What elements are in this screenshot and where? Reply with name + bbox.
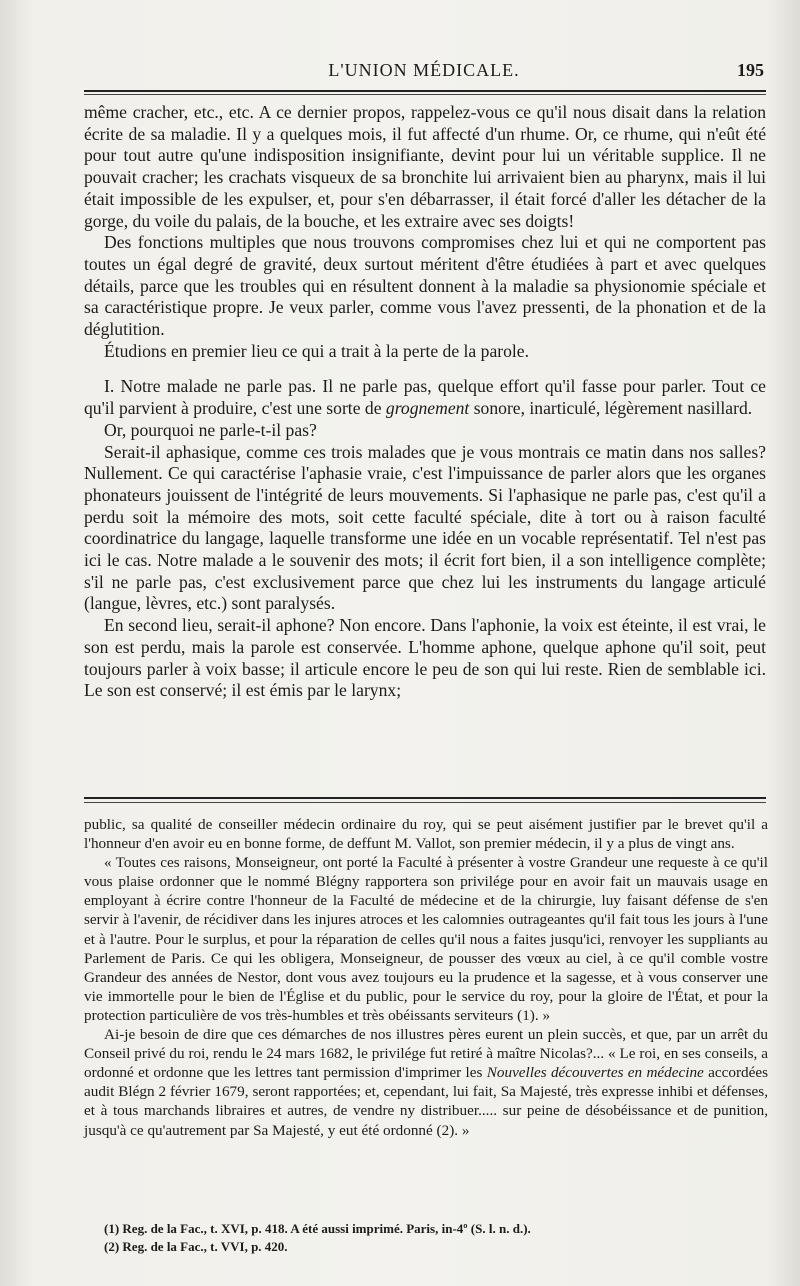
- footnote-separator-thin: [84, 802, 766, 803]
- running-title: L'UNION MÉDICALE.: [328, 60, 520, 80]
- paragraph-question: Or, pourquoi ne parle-t-il pas?: [104, 419, 317, 440]
- page-number: 195: [737, 60, 764, 80]
- paragraph-aphonia: En second lieu, serait-il aphone? Non encore. Dans l'aphonie, la voix est éteinte, il est vrai, le son est perdu, mais la parole est conservée. L'homme aphone, quelque aphone qu'il soit, peut toujours parler à voix basse; il articule encore le peu de son qui lui reste. Rien de semblable ici. Le son est conservé; il est émis par le larynx;: [84, 615, 766, 701]
- paragraph-continued: même cracher, etc., etc. A ce dernier propos, rappelez-vous ce qu'il nous disait dans la relation écrite de sa maladie. Il y a quelques mois, il fut affecté d'un rhume. Or, ce rhume, qui n'eût été pour tout autre qu'une indisposition insignifiante, devint pour lui un véritable supplice. Il ne pouvait cracher; les crachats visqueux de sa bronchite lui arrivaient bien au pharynx, mais il lui était impossible de les expulser, et, pour s'en débarrasser, il était forcé d'aller les détacher de la gorge, du voile du palais, de la bouche, et les extraire avec ses doigts!: [84, 102, 766, 231]
- main-text: [84, 102, 766, 702]
- paragraph-functions: Des fonctions multiples que nous trouvons compromises chez lui et qui ne comportent pas toutes un égal degré de gravité, deux surtout méritent d'être étudiées à part et avec quelques détails, parce que les troubles qui en résultent donnent à la maladie sa physionomie spéciale et sa caractéristique propre. Je veux parler, comme vous l'avez pressenti, de la phonation et de la déglutition.: [84, 232, 766, 340]
- text-run: Ai-je besoin de dire que ces démarches de nos illustres pères eurent un plein succès, et que, par un arrêt du Conseil privé du roi, rendu le 24 mars 1682, le privilége fut retiré à maître Nicolas?... « Le roi, en ses conseils, a ordonné et ordonne que les lettres tant permission d'imprimer les: [84, 1026, 768, 1082]
- paragraph-study-speech: Étudions en premier lieu ce qui a trait à la perte de la parole.: [104, 340, 529, 361]
- italic-title: Nouvelles découvertes en médecine: [486, 1064, 704, 1082]
- paragraph-aphasia: Serait-il aphasique, comme ces trois malades que je vous montrais ce matin dans nos salles? Nullement. Ce qui caractérise l'aphasie vraie, c'est l'impuissance de parler alors que les organes phonateurs jouissent de l'intégrité de leurs mouvements. Si l'aphasique ne parle pas, c'est qu'il a perdu soit la mémoire des mots, soit cette faculté spéciale, dite à tort ou à raison faculté coordinatrice du langage, laquelle transforme une idée en un vocable représentatif. Tel n'est pas ici le cas. Notre malade a le souvenir des mots; il écrit fort bien, il a son intelligence complète; s'il ne parle pas, c'est exclusivement parce que chez lui les instruments du langage articulé (langue, lèvres, etc.) sont paralysés.: [84, 441, 766, 614]
- footnote-separator: [84, 797, 766, 799]
- note-paragraph: [84, 1025, 768, 1140]
- reference-item: (1) Reg. de la Fac., t. XVI, p. 418. A été aussi imprimé. Paris, in-4º (S. l. n. d.).: [104, 1221, 531, 1236]
- note-paragraph: public, sa qualité de conseiller médecin ordinaire du roy, qui se peut aisément justifier par le brevet qu'il a l'honneur d'en avoir eu en bonne forme, de deffunt M. Vallot, son premier médecin, il y a plus de vingt ans.: [84, 816, 768, 853]
- italic-term: grognement: [385, 398, 470, 419]
- text-run: accordées audit Blégn 2 février 1679, seront rapportées; et, cependant, lui fait, Sa Majesté, très expresse inhibi et défenses, et à tous marchands libraires et autres, de vendre ny distribuer..... sur peine de désobéissance et de punition, jusqu'à ce qu'autrement par Sa Majesté, y eut été ordonné (2). »: [84, 1064, 768, 1139]
- references: [104, 1220, 744, 1256]
- text-run: sonore, inarticulé, légèrement nasillard.: [469, 398, 753, 419]
- footnote-text: [84, 815, 768, 1140]
- header-rule-thin: [84, 94, 766, 95]
- note-paragraph: « Toutes ces raisons, Monseigneur, ont porté la Faculté à présenter à vostre Grandeur une requeste à ce qu'il vous plaise ordonner que le nommé Blégny rapportera son privilége pour en avoir fait un mauvais usage en employant à écrire contre l'honneur de la Faculté de médecine et de la chirurgie, luy faisant défense de s'en servir à l'avenir, de récidiver dans les injures atroces et les calomnies outrageantes qu'il fait tous les jours à l'une et à l'autre. Pour le surplus, et pour la réparation de celles qu'il nous a faites jusqu'ici, renvoyer les suppliants au Parlement de Paris. Ce qui les obligera, Monseigneur, de pousser des vœux au ciel, à ce qu'il comble vostre Grandeur des années de Nestor, dont vous avez toujours eu la prudence et la sagesse, et à vous conserver une vie immortelle pour le bien de l'Église et du public, pour le service du roy, pour la gloire de l'État, et pour la protection particulière de vos très-humbles et très obéissants serviteurs (1). »: [84, 854, 768, 1024]
- page-header: [84, 58, 764, 86]
- paragraph-section-one: [84, 376, 766, 419]
- reference-item: (2) Reg. de la Fac., t. VVI, p. 420.: [104, 1239, 288, 1254]
- header-rule: [84, 90, 766, 92]
- text-run: I. Notre malade ne parle pas. Il ne parle pas, quelque effort qu'il fasse pour parler. Tout ce qu'il parvient à produire, c'est une sorte de: [84, 376, 766, 419]
